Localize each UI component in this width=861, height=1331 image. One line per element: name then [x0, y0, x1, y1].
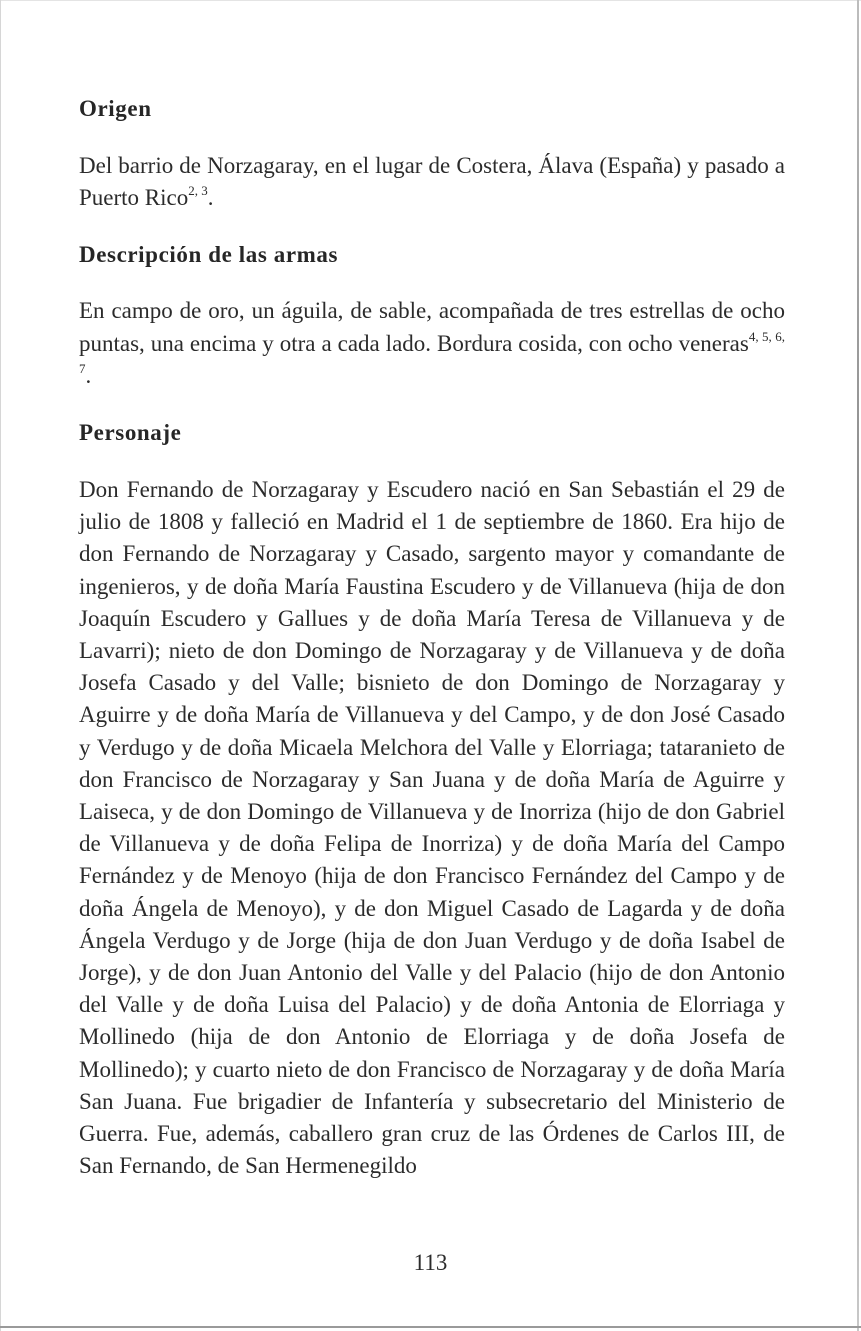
page-edge-left: [0, 0, 1, 1331]
paragraph-origen-text: Del barrio de Norzagaray, en el lugar de Costera, Álava (España) y pasado a Puerto Rico: [79, 153, 785, 211]
heading-descripcion: Descripción de las armas: [79, 242, 339, 268]
page-content: [79, 96, 785, 1182]
paragraph-origen-tail: .: [207, 185, 214, 211]
paragraph-descripcion-tail: .: [85, 362, 92, 388]
footnote-ref-origen: 2, 3: [188, 183, 208, 199]
paragraph-descripcion-text: En campo de oro, un águila, de sable, acompañada de tres estrellas de ocho puntas, una encima y otra a cada lado. Bordura cosida, con ocho veneras: [79, 298, 785, 356]
page-edge-top: [0, 0, 861, 1]
page-edge-right: [857, 0, 859, 1331]
heading-origen: Origen: [79, 96, 152, 121]
page-number: 113: [413, 1250, 448, 1275]
paragraph-descripcion: [79, 295, 785, 392]
paragraph-personaje: Don Fernando de Norzagaray y Escudero nació en San Sebastián el 29 de julio de 1808 y falleció en Madrid el 1 de septiembre de 1860. Era hijo de don Fernando de Norzagaray y Casado, sargento mayor y comandante de ingenieros, y de doña María Faustina Escudero y de Villanueva (hija de don Joaquín Escudero y Gallues y de doña María Teresa de Villanueva y de Lavarri); nieto de don Domingo de Norzagaray y de Villanueva y de doña Josefa Casado y del Valle; bisnieto de don Domingo de Norzagaray y Aguirre y de doña María de Villanueva y del Campo, y de don José Casado y Verdugo y de doña Micaela Melchora del Valle y Elorriaga; tataranieto de don Francisco de Norzagaray y San Juana y de doña María de Aguirre y Laiseca, y de don Domingo de Villanueva y de Inorriza (hijo de don Gabriel de Villanueva y de doña Felipa de Inorriza) y de doña María del Campo Fernández y de Menoyo (hija de don Francisco Fernández del Campo y de doña Ángela de Menoyo), y de don Miguel Casado de Lagarda y de doña Ángela Verdugo y de Jorge (hija de don Juan Verdugo y de doña Isabel de Jorge), y de don Juan Antonio del Valle y del Palacio (hijo de don Antonio del Valle y de doña Luisa del Palacio) y de doña Antonia de Elorriaga y Mollinedo (hija de don Antonio de Elorriaga y de doña Josefa de Mollinedo); y cuarto nieto de don Francisco de Norzagaray y de doña María San Juana. Fue brigadier de Infantería y subsecretario del Ministerio de Guerra. Fue, además, caballero gran cruz de las Órdenes de Carlos III, de San Fernando, de San Hermenegildo: [79, 477, 785, 1179]
heading-personaje: Personaje: [79, 420, 182, 446]
paragraph-origen: [79, 150, 785, 214]
page-edge-bottom: [0, 1326, 861, 1328]
footnote-ref-descripcion: 4, 5, 6, 7: [79, 328, 786, 376]
